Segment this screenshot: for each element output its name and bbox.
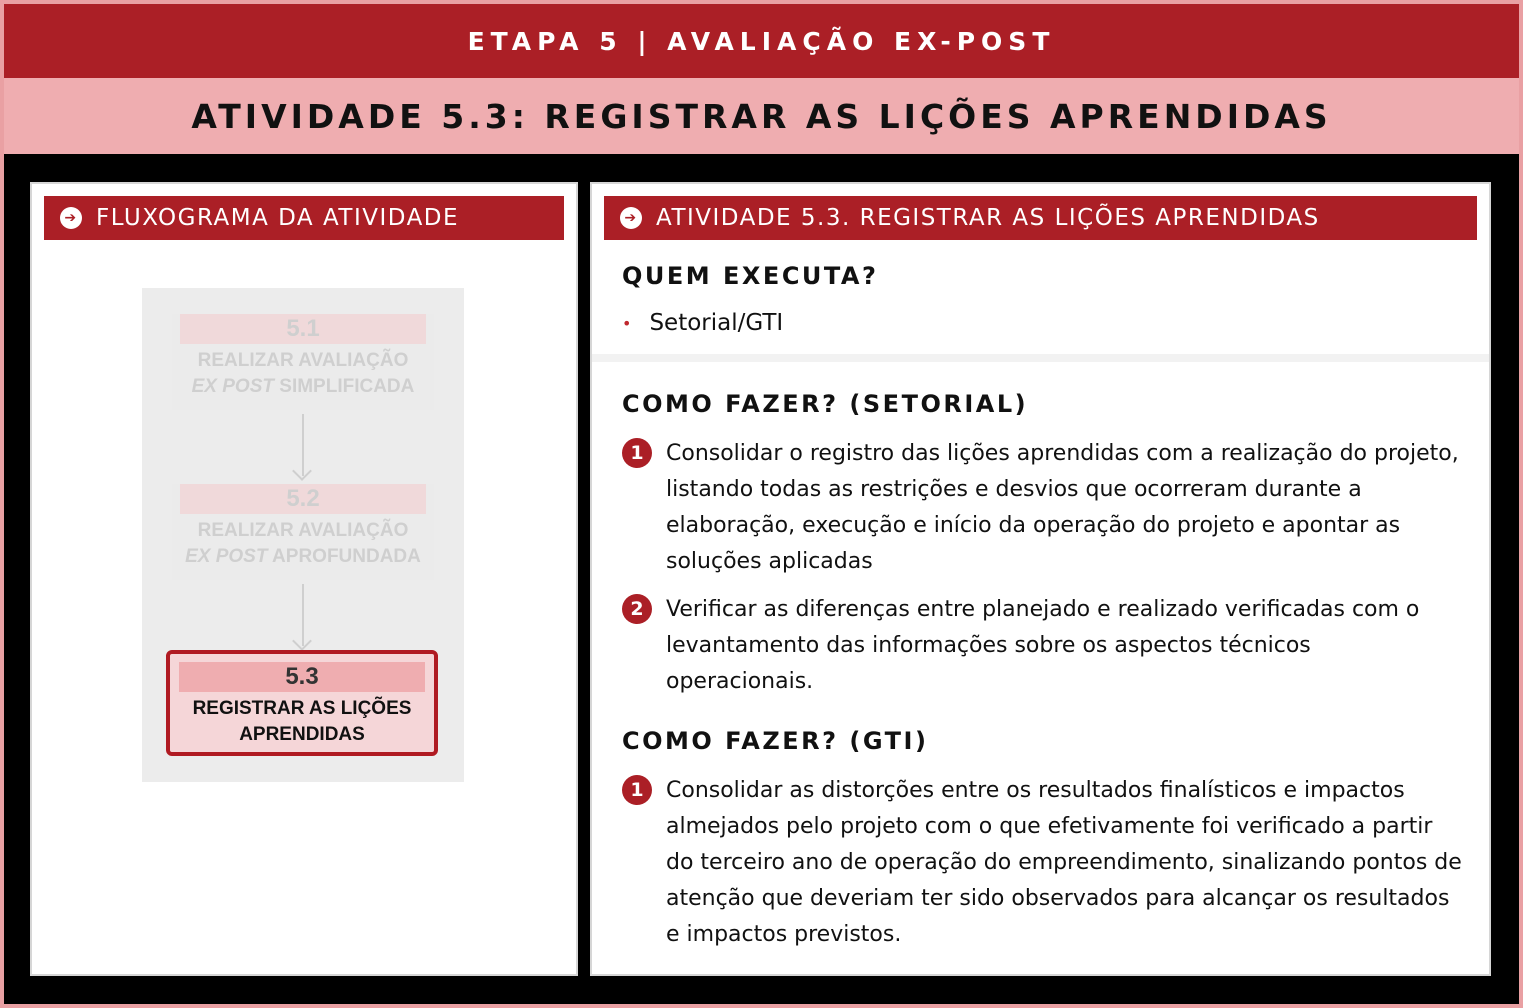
stage-title: ETAPA 5 | AVALIAÇÃO EX-POST [4, 4, 1519, 78]
step-label-line1: REALIZAR AVALIAÇÃO [197, 350, 409, 371]
step-number-badge: 2 [622, 594, 652, 624]
step-label-italic: EX POST [191, 376, 274, 397]
step-number: 5.2 [180, 484, 426, 514]
step-label-line2: APRENDIDAS [239, 724, 365, 745]
how-setorial-heading: COMO FAZER? (SETORIAL) [622, 390, 1029, 418]
section-divider [592, 354, 1489, 362]
step-number-badge: 1 [622, 438, 652, 468]
step-label-line1: REALIZAR AVALIAÇÃO [197, 520, 409, 541]
step-number: 5.1 [180, 314, 426, 344]
how-gti-heading: COMO FAZER? (GTI) [622, 727, 929, 755]
step-label-italic: EX POST [185, 546, 268, 567]
activity-details-panel [590, 182, 1491, 976]
slide-frame [4, 4, 1519, 1004]
setorial-step-2 [622, 592, 1462, 700]
setorial-step-1 [622, 436, 1462, 580]
flowchart-panel-header [44, 196, 564, 240]
who-executes-item [622, 310, 783, 336]
flow-step-5-2 [172, 484, 434, 580]
step-number-badge: 1 [622, 775, 652, 805]
who-executes-text: Setorial/GTI [649, 310, 784, 336]
gti-step-1 [622, 773, 1462, 953]
step-label-rest: SIMPLIFICADA [279, 376, 415, 397]
step-label [172, 518, 434, 570]
step-text: Verificar as diferenças entre planejado e realizado verificadas com o levantamento das informações sobre os aspectos técnicos operacionais. [666, 597, 1420, 694]
flow-arrow [302, 584, 304, 646]
arrow-circle-right-icon: ➔ [60, 207, 82, 229]
details-panel-header [604, 196, 1477, 240]
step-label [172, 348, 434, 400]
flowchart-panel [30, 182, 578, 976]
step-label-line1: REGISTRAR AS LIÇÕES [192, 698, 412, 719]
step-text: Consolidar as distorções entre os resultados finalísticos e impactos almejados pelo projeto com o que efetivamente foi verificado a partir do terceiro ano de operação do empreendimento, sinalizando pontos de atenção que deveriam ter sido observados para alcançar os resultados e impactos previstos. [666, 778, 1462, 947]
step-label-line2 [172, 544, 434, 570]
flow-step-5-1 [172, 314, 434, 410]
step-label [170, 696, 434, 748]
details-panel-title: ATIVIDADE 5.3. REGISTRAR AS LIÇÕES APRENDIDAS [656, 205, 1320, 231]
step-label-rest: APROFUNDADA [272, 546, 421, 567]
step-label-line2 [172, 374, 434, 400]
bullet-icon: • [622, 313, 632, 333]
flow-step-5-3-current [166, 650, 438, 756]
flowchart-panel-title: FLUXOGRAMA DA ATIVIDADE [96, 205, 460, 231]
step-text: Consolidar o registro das lições aprendidas com a realização do projeto, listando todas as restrições e desvios que ocorreram durante a elaboração, execução e início da operação do projeto e apontar as soluções aplicadas [666, 441, 1459, 574]
who-executes-heading: QUEM EXECUTA? [622, 262, 879, 290]
activity-title: ATIVIDADE 5.3: REGISTRAR AS LIÇÕES APRENDIDAS [4, 78, 1519, 154]
arrow-circle-right-icon: ➔ [620, 207, 642, 229]
flow-arrow [302, 414, 304, 476]
step-number: 5.3 [179, 662, 425, 692]
